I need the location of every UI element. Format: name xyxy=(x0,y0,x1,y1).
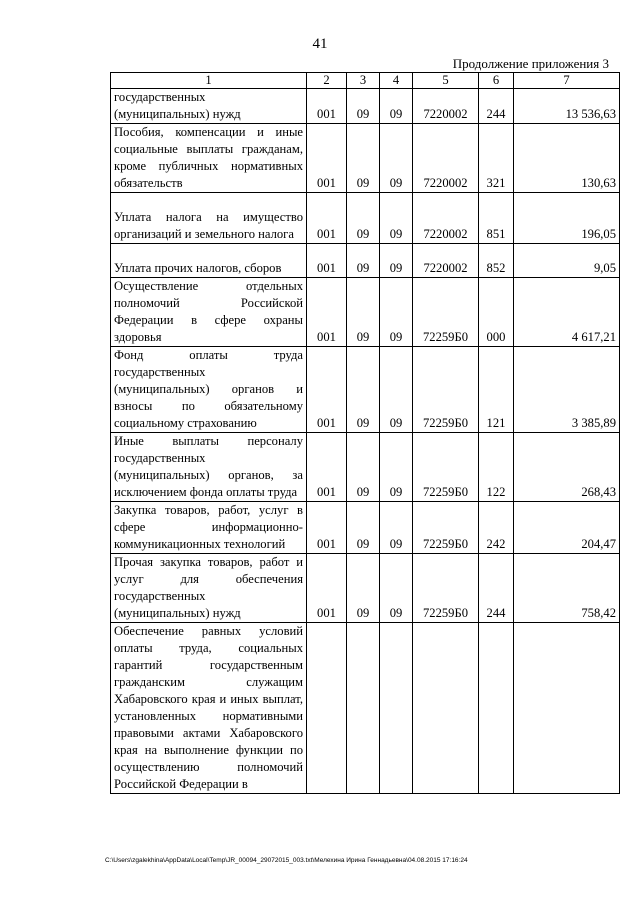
code-cell: 09 xyxy=(380,244,413,278)
table-row xyxy=(111,193,620,244)
code-cell: 851 xyxy=(479,193,514,244)
table-row xyxy=(111,623,620,794)
budget-table xyxy=(110,72,620,794)
code-cell: 09 xyxy=(380,433,413,502)
line-item-name: Прочая закупка товаров, работ и услуг для обеспечения государственных (муниципальных) нужд xyxy=(111,554,307,623)
table-row xyxy=(111,347,620,433)
header-cell: 6 xyxy=(479,73,514,89)
code-cell: 244 xyxy=(479,554,514,623)
code-cell: 09 xyxy=(347,278,380,347)
code-cell: 09 xyxy=(380,193,413,244)
line-item-name: Обеспечение равных условий оплаты труда, социальных гарантий государственным гражданским служащим Хабаровского края и иных выплат, установленных нормативными правовыми актами Хабаровского края на выполнение функции по осуществлению полномочий Российской Федерации в xyxy=(111,623,307,794)
code-cell: 000 xyxy=(479,278,514,347)
code-cell: 09 xyxy=(380,347,413,433)
code-cell: 72259Б0 xyxy=(413,502,479,554)
code-cell: 001 xyxy=(307,502,347,554)
header-cell: 4 xyxy=(380,73,413,89)
code-cell: 09 xyxy=(347,554,380,623)
header-cell: 5 xyxy=(413,73,479,89)
code-cell: 7220002 xyxy=(413,89,479,124)
amount-cell: 9,05 xyxy=(514,244,620,278)
table-row xyxy=(111,554,620,623)
line-item-name: Иные выплаты персоналу государственных (муниципальных) органов, за исключением фонда оплаты труда xyxy=(111,433,307,502)
line-item-name: государственных (муниципальных) нужд xyxy=(111,89,307,124)
code-cell: 001 xyxy=(307,347,347,433)
line-item-name: Уплата прочих налогов, сборов xyxy=(111,244,307,278)
code-cell: 121 xyxy=(479,347,514,433)
header-cell: 3 xyxy=(347,73,380,89)
code-cell: 09 xyxy=(347,244,380,278)
amount-cell: 130,63 xyxy=(514,124,620,193)
line-item-name: Осуществление отдельных полномочий Российской Федерации в сфере охраны здоровья xyxy=(111,278,307,347)
page-number: 41 xyxy=(312,36,328,52)
table-row xyxy=(111,89,620,124)
code-cell: 09 xyxy=(380,502,413,554)
header-cell: 1 xyxy=(111,73,307,89)
code-cell: 001 xyxy=(307,554,347,623)
code-cell xyxy=(479,623,514,794)
code-cell: 001 xyxy=(307,193,347,244)
code-cell: 72259Б0 xyxy=(413,554,479,623)
code-cell: 09 xyxy=(347,89,380,124)
code-cell: 242 xyxy=(479,502,514,554)
code-cell: 321 xyxy=(479,124,514,193)
code-cell xyxy=(413,623,479,794)
code-cell: 09 xyxy=(347,502,380,554)
appendix-note: Продолжение приложения 3 xyxy=(452,56,609,71)
line-item-name: Пособия, компенсации и иные социальные выплаты гражданам, кроме публичных нормативных обязательств xyxy=(111,124,307,193)
amount-cell: 268,43 xyxy=(514,433,620,502)
code-cell xyxy=(380,623,413,794)
code-cell: 72259Б0 xyxy=(413,278,479,347)
table-row xyxy=(111,502,620,554)
code-cell: 7220002 xyxy=(413,193,479,244)
code-cell: 852 xyxy=(479,244,514,278)
code-cell: 001 xyxy=(307,89,347,124)
table-row xyxy=(111,278,620,347)
header-cell: 7 xyxy=(514,73,620,89)
amount-cell: 196,05 xyxy=(514,193,620,244)
code-cell: 09 xyxy=(380,278,413,347)
table-row xyxy=(111,124,620,193)
table-row xyxy=(111,244,620,278)
code-cell: 72259Б0 xyxy=(413,433,479,502)
code-cell xyxy=(307,623,347,794)
code-cell: 244 xyxy=(479,89,514,124)
code-cell: 001 xyxy=(307,278,347,347)
code-cell: 001 xyxy=(307,433,347,502)
amount-cell: 758,42 xyxy=(514,554,620,623)
code-cell: 09 xyxy=(347,347,380,433)
amount-cell: 3 385,89 xyxy=(514,347,620,433)
code-cell xyxy=(347,623,380,794)
code-cell: 09 xyxy=(347,193,380,244)
code-cell: 001 xyxy=(307,244,347,278)
table-row xyxy=(111,433,620,502)
amount-cell: 13 536,63 xyxy=(514,89,620,124)
code-cell: 09 xyxy=(380,554,413,623)
amount-cell: 4 617,21 xyxy=(514,278,620,347)
code-cell: 7220002 xyxy=(413,124,479,193)
header-row xyxy=(111,73,620,89)
line-item-name: Уплата налога на имущество организаций и земельного налога xyxy=(111,193,307,244)
code-cell: 09 xyxy=(380,89,413,124)
code-cell: 001 xyxy=(307,124,347,193)
file-path-footer: C:\Users\zgalekhina\AppData\Local\Temp\JR_00094_29072015_003.txt\Мелехина Ирина Геннадьевна\04.08.2015 17:16:24 xyxy=(105,857,468,864)
code-cell: 72259Б0 xyxy=(413,347,479,433)
header-cell: 2 xyxy=(307,73,347,89)
line-item-name: Фонд оплаты труда государственных (муниципальных) органов и взносы по обязательному социальному страхованию xyxy=(111,347,307,433)
amount-cell: 204,47 xyxy=(514,502,620,554)
code-cell: 09 xyxy=(380,124,413,193)
code-cell: 09 xyxy=(347,124,380,193)
code-cell: 122 xyxy=(479,433,514,502)
code-cell: 09 xyxy=(347,433,380,502)
line-item-name: Закупка товаров, работ, услуг в сфере информационно-коммуникационных технологий xyxy=(111,502,307,554)
amount-cell xyxy=(514,623,620,794)
code-cell: 7220002 xyxy=(413,244,479,278)
